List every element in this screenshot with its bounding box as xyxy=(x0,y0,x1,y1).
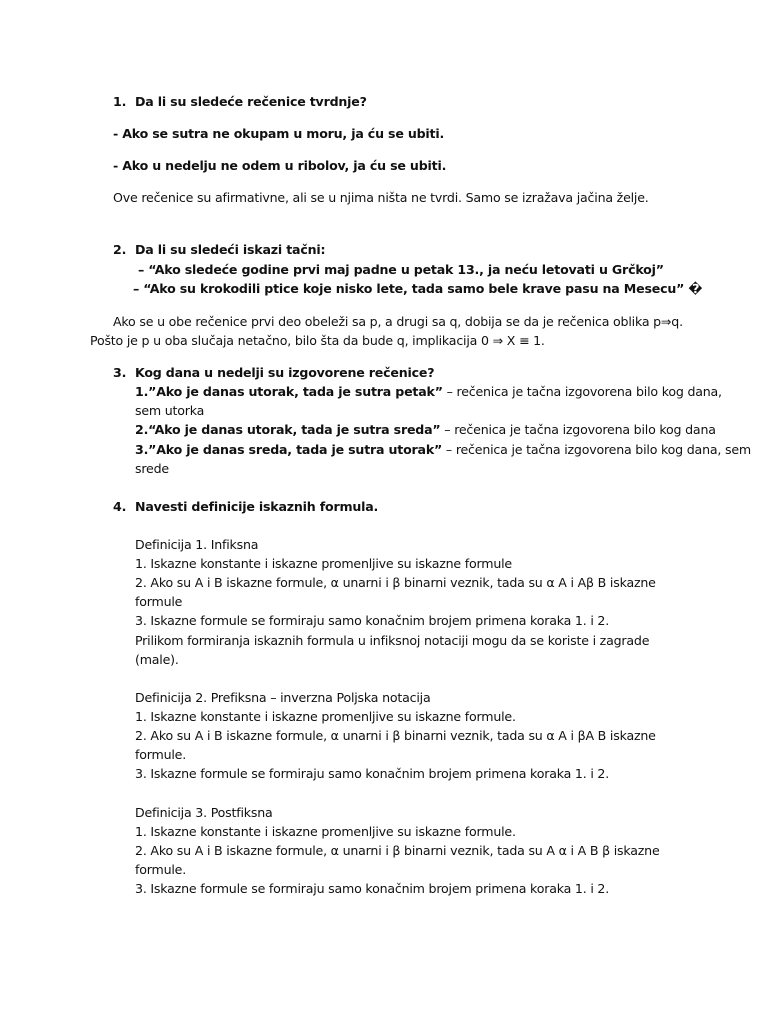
q3-item-2-answer: – rečenica je tačna izgovorena bilo kog dana xyxy=(440,422,716,437)
definition-1-line-2: 2. Ako su A i B iskazne formule, α unarni i β binarni veznik, tada su α A i Aβ B iskazne xyxy=(135,575,656,590)
q3-item-1-sentence: 1.”Ako je danas utorak, tada je sutra petak” xyxy=(135,384,443,399)
q3-item-3 xyxy=(135,440,751,460)
definition-1-line-2-continued: formule xyxy=(135,594,183,609)
definition-3-line-3: 3. Iskazne formule se formiraju samo konačnim brojem primena koraka 1. i 2. xyxy=(135,881,610,896)
definition-2-line-1: 1. Iskazne konstante i iskazne promenljive su iskazne formule. xyxy=(135,709,516,724)
q3-item-2 xyxy=(135,420,716,440)
q1-heading xyxy=(113,92,367,111)
definition-1-line-4: Prilikom formiranja iskaznih formula u infiksnoj notaciji mogu da se koriste i zagrade xyxy=(135,633,650,648)
q2-title: Da li su sledeći iskazi tačni: xyxy=(135,242,326,257)
definition-2-line-3: 3. Iskazne formule se formiraju samo konačnim brojem primena koraka 1. i 2. xyxy=(135,766,610,781)
q2-answer-line-2: Pošto je p u oba slučaja netačno, bilo šta da bude q, implikacija 0 ⇒ X ≡ 1. xyxy=(90,333,545,348)
q2-answer-line-1: Ako se u obe rečenice prvi deo obeleži sa p, a drugi sa q, dobija se da je rečenica oblika p⇒q. xyxy=(113,314,683,329)
q3-item-3-continued: srede xyxy=(135,461,169,476)
definition-2-line-2-continued: formule. xyxy=(135,747,186,762)
q4-heading xyxy=(113,497,378,516)
q1-sentence-2: - Ako u nedelju ne odem u ribolov, ja ću se ubiti. xyxy=(113,158,447,173)
definition-2-line-2: 2. Ako su A i B iskazne formule, α unarni i β binarni veznik, tada su α A i βA B iskazne xyxy=(135,728,656,743)
q3-item-3-answer: – rečenica je tačna izgovorena bilo kog dana, sem xyxy=(442,442,751,457)
q3-item-3-sentence: 3.”Ako je danas sreda, tada je sutra utorak” xyxy=(135,442,443,457)
definition-3-line-2-continued: formule. xyxy=(135,862,186,877)
definition-1-line-4-continued: (male). xyxy=(135,652,179,667)
q2-number: 2. xyxy=(113,242,127,257)
q4-number: 4. xyxy=(113,499,127,514)
q3-number: 3. xyxy=(113,365,127,380)
definition-3-line-2: 2. Ako su A i B iskazne formule, α unarni i β binarni veznik, tada su A α i A B β iskazne xyxy=(135,843,660,858)
q3-title: Kog dana u nedelji su izgovorene rečenice? xyxy=(135,365,435,380)
q3-heading xyxy=(113,363,434,382)
q3-item-1 xyxy=(135,382,722,402)
q1-number: 1. xyxy=(113,94,127,109)
q3-item-1-answer: – rečenica je tačna izgovorena bilo kog dana, xyxy=(442,384,722,399)
definition-1-title: Definicija 1. Infiksna xyxy=(135,537,259,552)
q3-item-1-continued: sem utorka xyxy=(135,403,205,418)
q2-heading xyxy=(113,240,325,259)
definition-1-line-3: 3. Iskazne formule se formiraju samo konačnim brojem primena koraka 1. i 2. xyxy=(135,613,610,628)
definition-1-line-1: 1. Iskazne konstante i iskazne promenljive su iskazne formule xyxy=(135,556,512,571)
q3-item-2-sentence: 2.“Ako je danas utorak, tada je sutra sreda” xyxy=(135,422,441,437)
definition-3-line-1: 1. Iskazne konstante i iskazne promenljive su iskazne formule. xyxy=(135,824,516,839)
q1-answer: Ove rečenice su afirmativne, ali se u njima ništa ne tvrdi. Samo se izražava jačina želje. xyxy=(113,190,649,205)
q2-statement-2: – “Ako su krokodili ptice koje nisko lete, tada samo bele krave pasu na Mesecu” � xyxy=(133,281,703,296)
q2-statement-1: – “Ako sledeće godine prvi maj padne u petak 13., ja neću letovati u Grčkoj” xyxy=(138,262,664,277)
definition-3-title: Definicija 3. Postfiksna xyxy=(135,805,273,820)
q4-title: Navesti definicije iskaznih formula. xyxy=(135,499,379,514)
q1-title: Da li su sledeće rečenice tvrdnje? xyxy=(135,94,367,109)
definition-2-title: Definicija 2. Prefiksna – inverzna Poljska notacija xyxy=(135,690,431,705)
q1-sentence-1: - Ako se sutra ne okupam u moru, ja ću se ubiti. xyxy=(113,126,445,141)
